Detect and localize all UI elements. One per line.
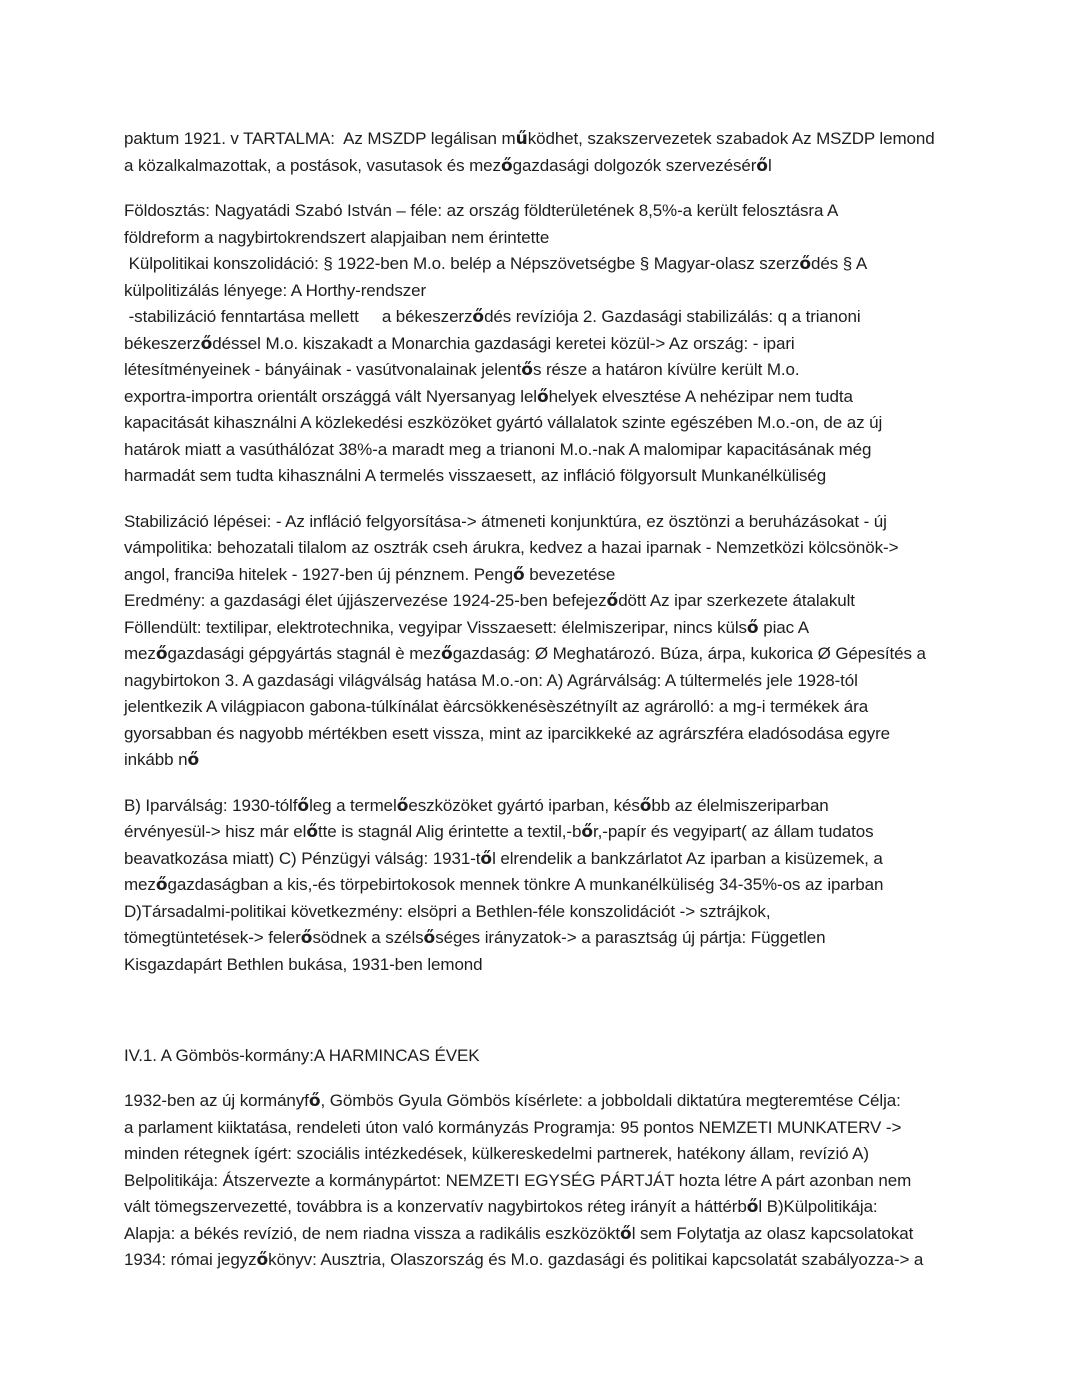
text-line: harmadát sem tudta kihasználni A termelés visszaesett, az infláció fölgyorsult Munkanélküliség bbox=[124, 466, 827, 485]
text-line: határok miatt a vasúthálózat 38%-a maradt meg a trianoni M.o.-nak A malomipar kapacitásának még bbox=[124, 439, 872, 459]
substituted-glyph: ő bbox=[756, 155, 768, 176]
text-line bbox=[124, 997, 980, 1024]
text-line: vámpolitika: behozatali tilalom az osztrák cseh árukra, kedvez a hazai iparnak - Nemzetközi kölcsönök-> bbox=[124, 538, 899, 557]
substituted-glyph: ő bbox=[155, 875, 168, 895]
substituted-glyph: ő bbox=[200, 333, 213, 354]
substituted-glyph: ő bbox=[187, 750, 200, 770]
text-line: minden rétegnek ígért: szociális intézkedések, külkereskedelmi partnerek, hatékony állam, revízió A) bbox=[124, 1144, 869, 1163]
paragraph bbox=[124, 793, 980, 979]
text-line: tömegtüntetések-> felerősödnek a szélsőséges irányzatok-> a parasztság új pártja: Független bbox=[124, 928, 826, 948]
substituted-glyph: ő bbox=[513, 564, 525, 585]
substituted-glyph: ő bbox=[480, 848, 493, 869]
text-line: gyorsabban és nagyobb mértékben esett vissza, mint az iparcikkeké az agrárszféra eladósodása egyre bbox=[124, 723, 891, 743]
substituted-glyph: ő bbox=[423, 928, 436, 948]
document-content bbox=[124, 126, 980, 1274]
text-line: inkább nő bbox=[124, 750, 200, 770]
text-line: Kisgazdapárt Bethlen bukása, 1931-ben lemond bbox=[124, 954, 483, 974]
substituted-glyph: ő bbox=[746, 1197, 759, 1217]
text-line: 1932-ben az új kormányfő, Gömbös Gyula Gömbös kísérlete: a jobboldali diktatúra megteremtése Célja: bbox=[124, 1091, 901, 1111]
substituted-glyph: ő bbox=[500, 155, 513, 176]
text-line: -stabilizáció fenntartása mellett a békeszerződés revíziója 2. Gazdasági stabilizálás: q a trianoni bbox=[124, 307, 861, 327]
substituted-glyph: ő bbox=[746, 617, 759, 638]
text-line: földreform a nagybirtokrendszert alapjaiban nem érintette bbox=[124, 227, 550, 247]
substituted-glyph: ő bbox=[799, 254, 812, 274]
text-line: IV.1. A Gömbös-kormány:A HARMINCAS ÉVEK bbox=[124, 1045, 480, 1065]
substituted-glyph: ő bbox=[300, 928, 313, 948]
substituted-glyph: ő bbox=[306, 822, 318, 842]
substituted-glyph: ő bbox=[581, 822, 594, 842]
substituted-glyph: ő bbox=[536, 386, 549, 407]
substituted-glyph: ő bbox=[639, 795, 652, 816]
substituted-glyph: ő bbox=[606, 591, 619, 611]
substituted-glyph: ő bbox=[256, 1250, 269, 1270]
substituted-glyph: ő bbox=[308, 1091, 321, 1111]
text-line: nagybirtokon 3. A gazdasági világválság hatása M.o.-on: A) Agrárválság: A túltermelés jele 1928-tól bbox=[124, 670, 858, 690]
paragraph bbox=[124, 509, 980, 774]
text-line: jelentkezik A világpiacon gabona-túlkínálat èárcsökkenésèszétnyílt az agrárolló: a mg-i termékek ára bbox=[124, 697, 869, 716]
text-line: beavatkozása miatt) C) Pénzügyi válság: 1931-től elrendelik a bankzárlatot Az iparban a kisüzemek, a bbox=[124, 848, 883, 869]
text-line: vált tömegszervezetté, továbbra is a konzervatív nagybirtokos réteg irányít a háttérből B)Külpolitikája: bbox=[124, 1197, 878, 1217]
substituted-glyph: ő bbox=[396, 795, 409, 816]
text-line: érvényesül-> hisz már előtte is stagnál Alig érintette a textil,-bőr,-papír és vegyipart( az állam tudatos bbox=[124, 822, 874, 842]
text-line: exportra-importra orientált országgá vált Nyersanyag lelőhelyek elvesztése A nehézipar nem tudta bbox=[124, 386, 853, 407]
substituted-glyph: ő bbox=[620, 1223, 632, 1244]
text-line: a közalkalmazottak, a postások, vasutasok és mezőgazdasági dolgozók szervezéséről bbox=[124, 155, 772, 176]
blank-line bbox=[124, 997, 980, 1024]
text-line: mezőgazdasági gépgyártás stagnál è mezőgazdaság: Ø Meghatározó. Búza, árpa, kukorica Ø Gépesítés a bbox=[124, 644, 926, 664]
text-line: B) Iparválság: 1930-tólfőleg a termelőeszközöket gyártó iparban, később az élelmiszeriparban bbox=[124, 795, 829, 816]
paragraph bbox=[124, 126, 980, 179]
text-line: Stabilizáció lépései: - Az infláció felgyorsítása-> átmeneti konjunktúra, ez ösztönzi a beruházásokat - új bbox=[124, 511, 887, 531]
substituted-glyph: ő bbox=[441, 644, 453, 664]
text-line: békeszerződéssel M.o. kiszakadt a Monarchia gazdasági keretei közül-> Az ország: - ipari bbox=[124, 333, 795, 354]
text-line: Föllendült: textilipar, elektrotechnika, vegyipar Visszaesett: élelmiszeripar, nincs külső piac A bbox=[124, 617, 809, 638]
text-line: Külpolitikai konszolidáció: § 1922-ben M.o. belép a Népszövetségbe § Magyar-olasz szerződés § A bbox=[124, 254, 868, 274]
text-line: mezőgazdaságban a kis,-és törpebirtokosok mennek tönkre A munkanélküliség 34-35%-os az iparban bbox=[124, 875, 884, 895]
substituted-glyph: ő bbox=[155, 644, 168, 664]
section-heading bbox=[124, 1043, 980, 1070]
text-line: 1934: római jegyzőkönyv: Ausztria, Olaszország és M.o. gazdasági és politikai kapcsolatát szabályozza-> a bbox=[124, 1250, 924, 1270]
substituted-glyph: ő bbox=[521, 360, 533, 380]
text-line: Alapja: a békés revízió, de nem riadna vissza a radikális eszközöktől sem Folytatja az olasz kapcsolatokat bbox=[124, 1223, 914, 1244]
text-line: Belpolitikája: Átszervezte a kormánypártot: NEMZETI EGYSÉG PÁRTJÁT hozta létre A párt azonban nem bbox=[124, 1170, 912, 1190]
paragraph bbox=[124, 1088, 980, 1274]
text-line: külpolitizálás lényege: A Horthy-rendszer bbox=[124, 280, 427, 300]
substituted-glyph: ű bbox=[515, 129, 528, 149]
text-line: létesítményeinek - bányáinak - vasútvonalainak jelentős része a határon kívülre került M.o. bbox=[124, 360, 800, 380]
text-line: D)Társadalmi-politikai következmény: elsöpri a Bethlen-féle konszolidációt -> sztrájkok, bbox=[124, 901, 771, 921]
text-line: a parlament kiiktatása, rendeleti úton való kormányzás Programja: 95 pontos NEMZETI MUNKATERV -> bbox=[124, 1117, 902, 1137]
text-line: kapacitását kihasználni A közlekedési eszközöket gyártó vállalatok szinte egészében M.o.-on, de az új bbox=[124, 413, 883, 432]
substituted-glyph: ő bbox=[472, 307, 485, 327]
paragraph bbox=[124, 198, 980, 490]
text-line: paktum 1921. v TARTALMA: Az MSZDP legálisan működhet, szakszervezetek szabadok Az MSZDP lemond bbox=[124, 129, 935, 149]
substituted-glyph: ő bbox=[297, 795, 310, 816]
text-line: angol, franci9a hitelek - 1927-ben új pénznem. Pengő bevezetése bbox=[124, 564, 616, 585]
text-line: Földosztás: Nagyatádi Szabó István – féle: az ország földterületének 8,5%-a került felosztásra A bbox=[124, 201, 839, 220]
text-line: Eredmény: a gazdasági élet újjászervezése 1924-25-ben befejeződött Az ipar szerkezete átalakult bbox=[124, 591, 855, 611]
